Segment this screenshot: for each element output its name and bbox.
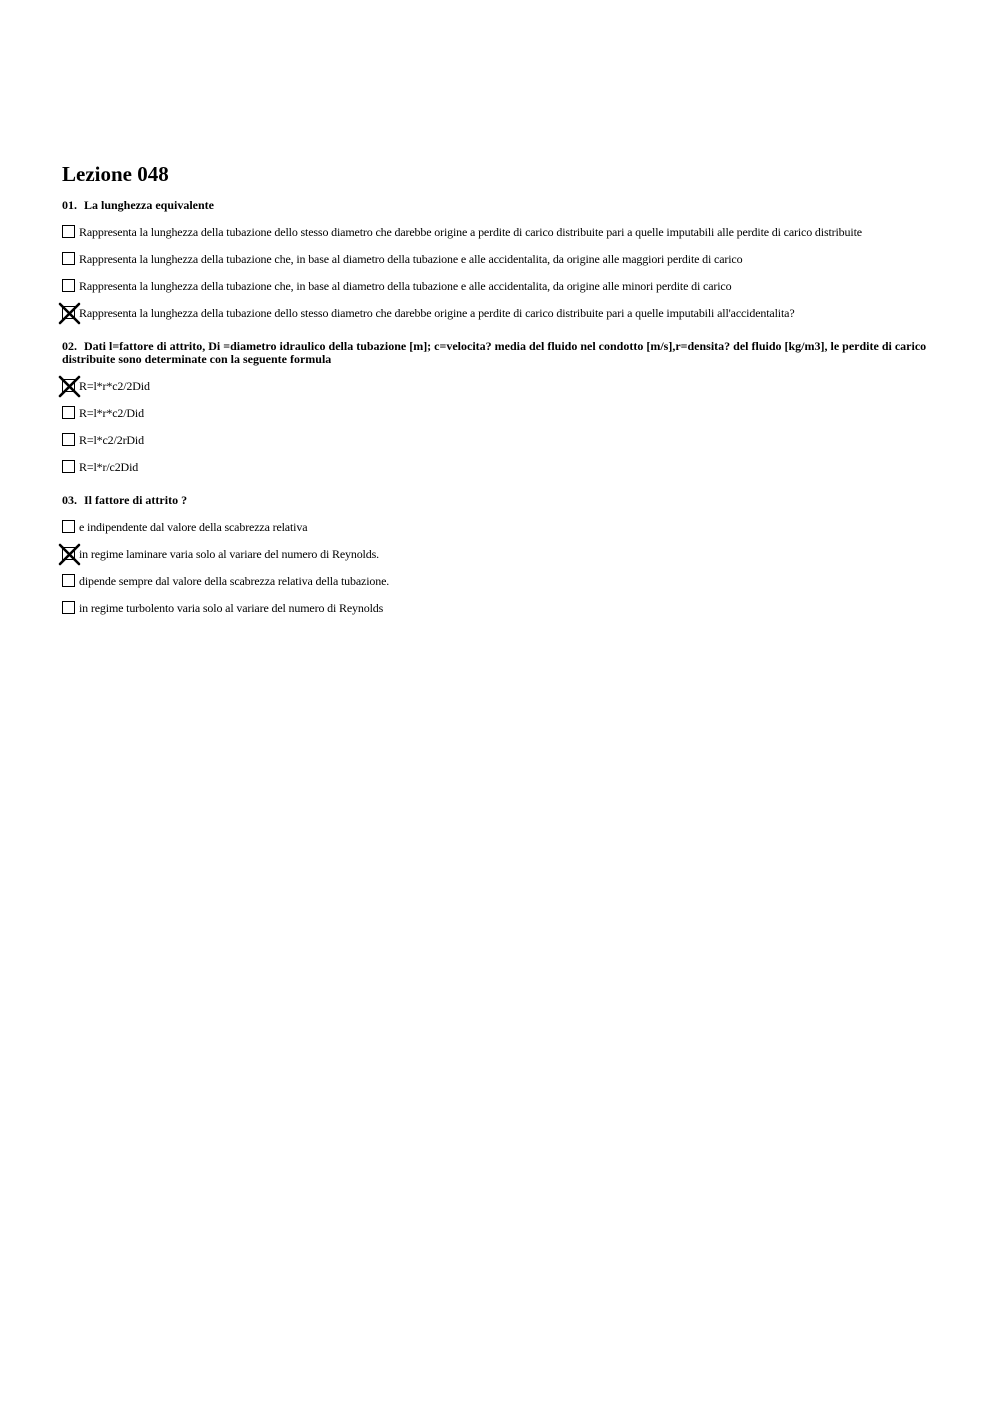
checkbox[interactable] [62, 279, 75, 292]
answer-option[interactable] [62, 245, 930, 272]
checkbox[interactable] [62, 252, 75, 265]
answer-option[interactable] [62, 513, 930, 540]
checkbox[interactable] [62, 601, 75, 614]
answer-option[interactable] [62, 372, 930, 399]
answer-option[interactable] [62, 426, 930, 453]
answer-option[interactable] [62, 540, 930, 567]
checkbox[interactable] [62, 460, 75, 473]
answer-option[interactable] [62, 399, 930, 426]
question-text [62, 340, 930, 366]
answer-option[interactable] [62, 299, 930, 326]
checkbox[interactable] [62, 406, 75, 419]
checkbox[interactable] [62, 433, 75, 446]
answer-option[interactable] [62, 567, 930, 594]
answer-label: R=l*c2/2rDid [79, 432, 144, 447]
question-number: 03. [62, 493, 77, 507]
answer-label: Rappresenta la lunghezza della tubazione dello stesso diametro che darebbe origine a perdite di carico distribuite pari a quelle imputabili alle perdite di carico distribuite [79, 224, 862, 239]
question-02 [62, 340, 930, 480]
checkbox[interactable] [62, 520, 75, 533]
answer-label: Rappresenta la lunghezza della tubazione che, in base al diametro della tubazione e alle accidentalita, da origine alle minori perdite di carico [79, 278, 732, 293]
answer-label: R=l*r/c2Did [79, 459, 139, 474]
checkbox[interactable] [62, 574, 75, 587]
answer-label: in regime turbolento varia solo al variare del numero di Reynolds [79, 600, 384, 615]
answer-label: e indipendente dal valore della scabrezza relativa [79, 519, 308, 534]
question-label: La lunghezza equivalente [84, 198, 215, 212]
question-01 [62, 199, 930, 326]
checkbox[interactable] [62, 547, 75, 560]
answer-label: dipende sempre dal valore della scabrezza relativa della tubazione. [79, 573, 390, 588]
answer-option[interactable] [62, 272, 930, 299]
question-label: Il fattore di attrito ? [84, 493, 188, 507]
check-mark-icon [59, 544, 80, 565]
question-label: Dati l=fattore di attrito, Di =diametro idraulico della tubazione [m]; c=velocita? media del fluido nel condotto [m/s],r=densita? del fluido [kg/m3], le perdite di carico distribuite sono determinate con la seguente formula [62, 339, 927, 366]
answer-label: Rappresenta la lunghezza della tubazione che, in base al diametro della tubazione e alle accidentalita, da origine alle maggiori perdite di carico [79, 251, 743, 266]
answer-label: Rappresenta la lunghezza della tubazione dello stesso diametro che darebbe origine a perdite di carico distribuite pari a quelle imputabili all'accidentalita? [79, 305, 795, 320]
question-text [62, 199, 930, 212]
answer-label: in regime laminare varia solo al variare del numero di Reynolds. [79, 546, 379, 561]
check-mark-icon [59, 376, 80, 397]
question-number: 01. [62, 198, 77, 212]
check-mark-icon [59, 303, 80, 324]
answer-option[interactable] [62, 453, 930, 480]
checkbox[interactable] [62, 379, 75, 392]
answer-option[interactable] [62, 218, 930, 245]
question-number: 02. [62, 339, 77, 353]
answer-label: R=l*r*c2/2Did [79, 378, 150, 393]
answer-label: R=l*r*c2/Did [79, 405, 144, 420]
answer-option[interactable] [62, 594, 930, 621]
checkbox[interactable] [62, 225, 75, 238]
question-03 [62, 494, 930, 621]
question-text [62, 494, 930, 507]
quiz-page [62, 161, 930, 621]
checkbox[interactable] [62, 306, 75, 319]
page-title: Lezione 048 [62, 162, 169, 186]
